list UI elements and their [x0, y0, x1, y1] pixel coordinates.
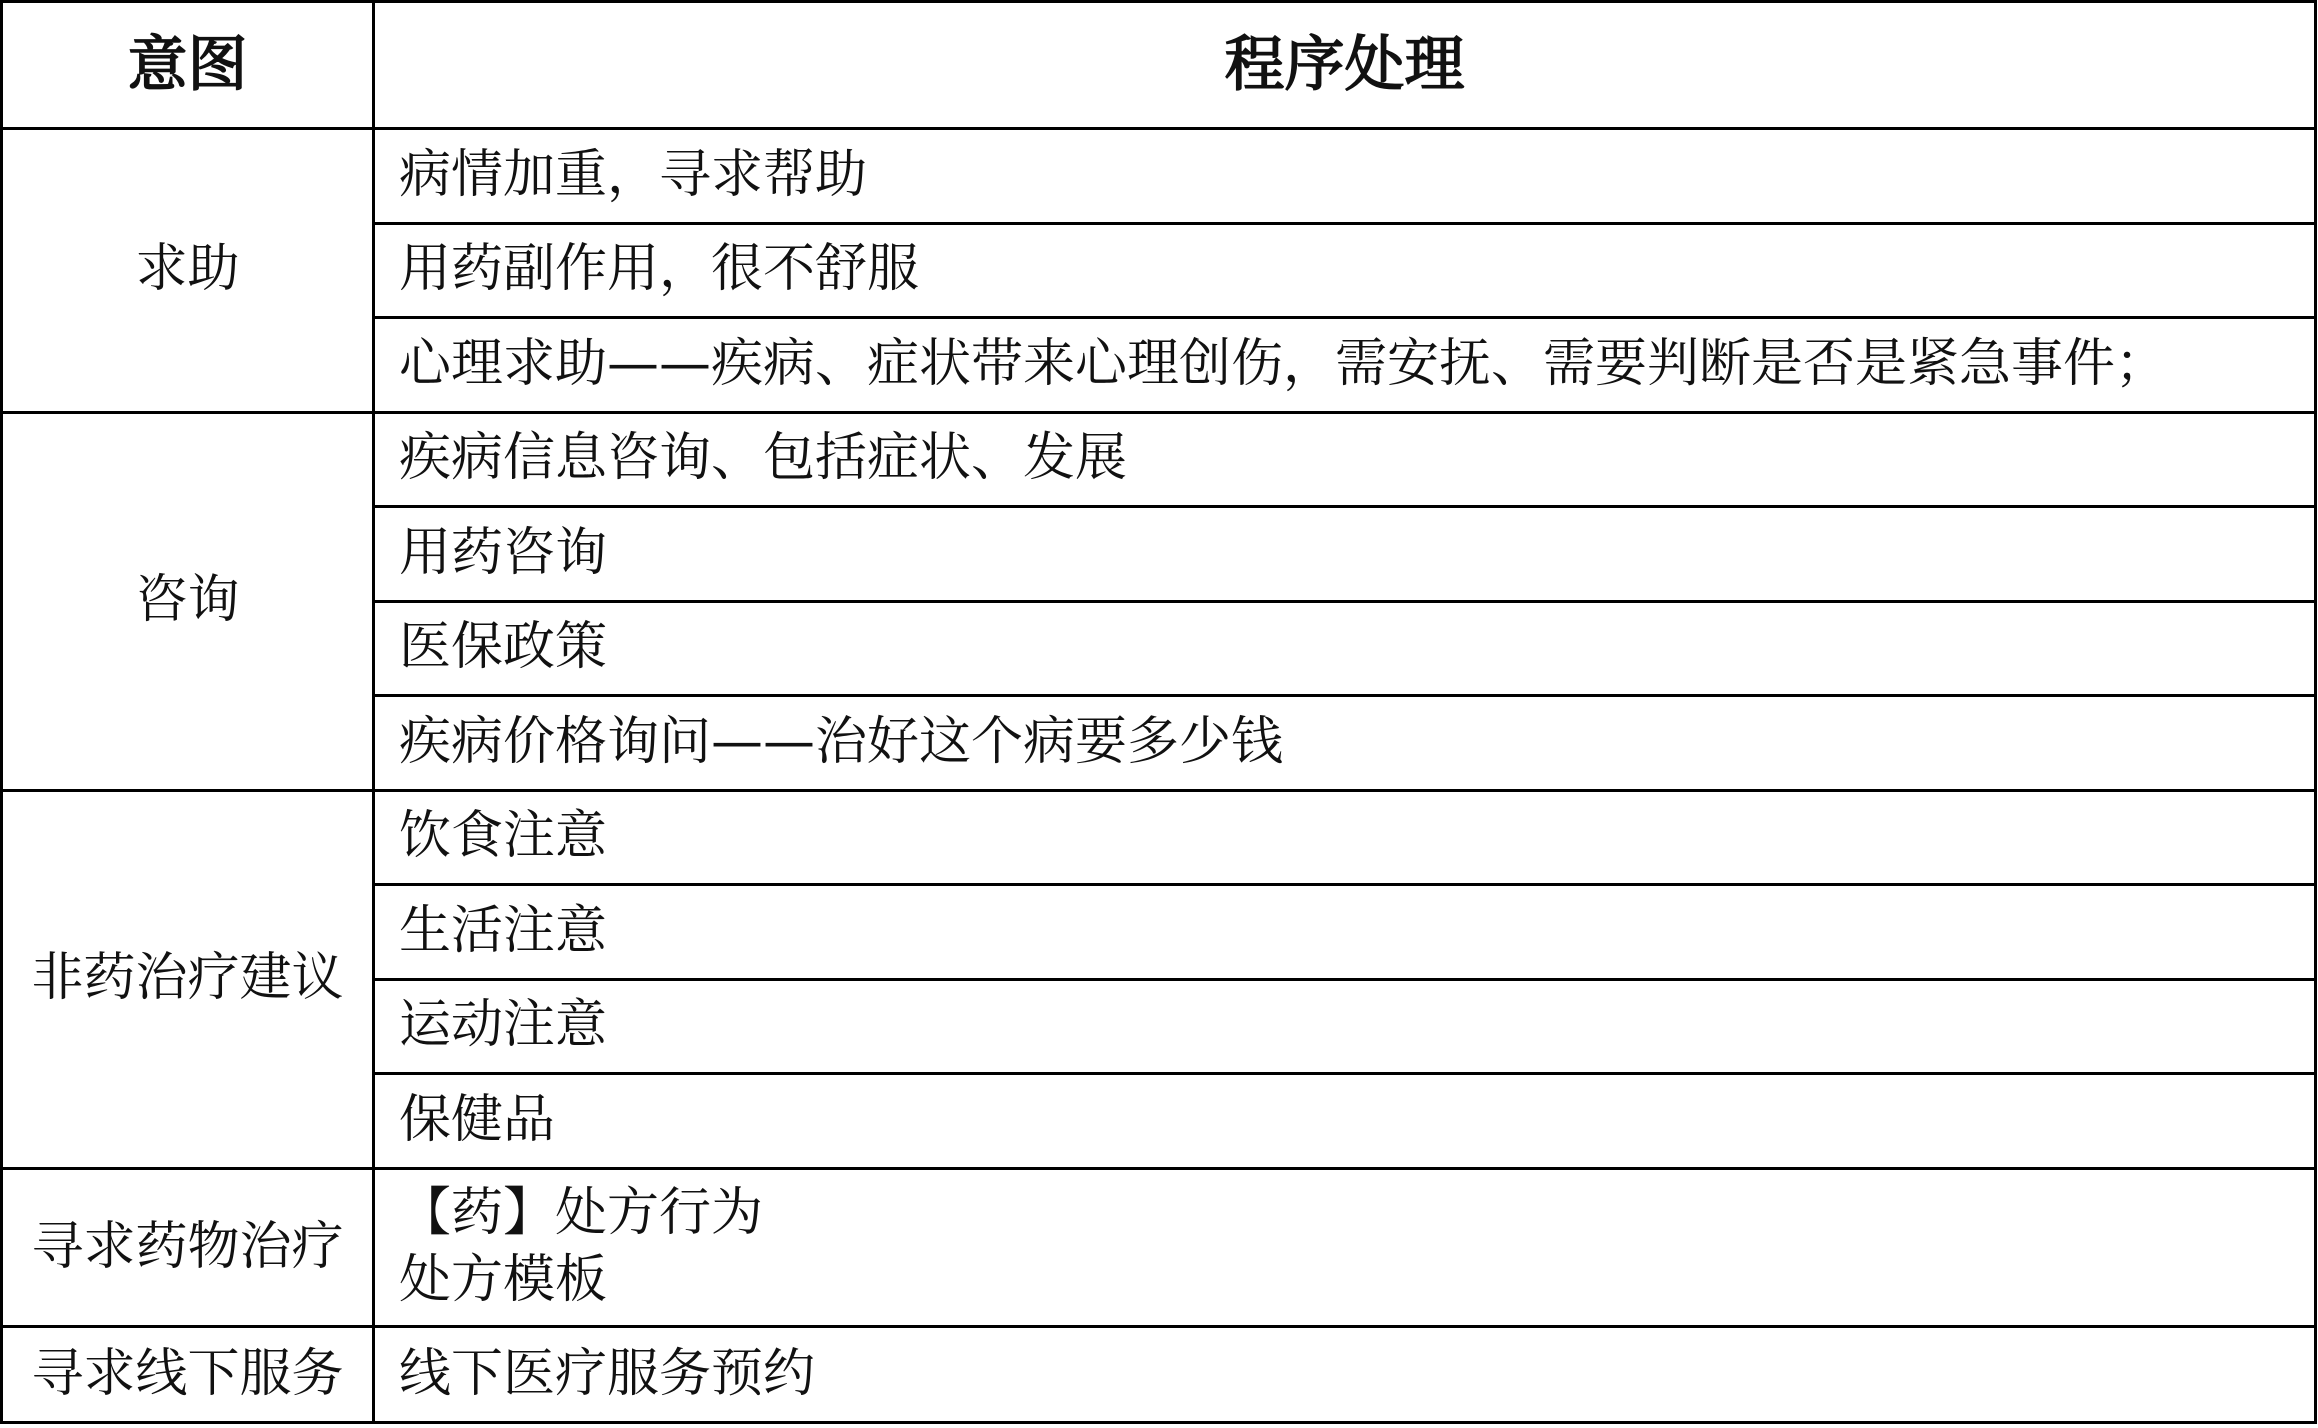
intent-cell-consult: 咨询 — [2, 412, 374, 790]
processing-cell: 疾病信息咨询、包括症状、发展 — [374, 412, 2316, 507]
table-row — [2, 129, 2316, 224]
processing-cell: 生活注意 — [374, 885, 2316, 980]
intent-cell-non-drug-advice: 非药治疗建议 — [2, 790, 374, 1168]
table-row — [2, 790, 2316, 885]
table-row — [2, 1327, 2316, 1423]
processing-cell: 用药咨询 — [374, 507, 2316, 602]
intent-cell-drug-treatment: 寻求药物治疗 — [2, 1168, 374, 1327]
processing-line: 【药】处方行为 — [399, 1182, 764, 1243]
processing-cell: 医保政策 — [374, 601, 2316, 696]
processing-cell: 心理求助——疾病、症状带来心理创伤，需安抚、需要判断是否是紧急事件； — [374, 318, 2316, 413]
intent-cell-offline-service: 寻求线下服务 — [2, 1327, 374, 1423]
header-row — [2, 2, 2316, 129]
processing-cell: 饮食注意 — [374, 790, 2316, 885]
table-row — [2, 412, 2316, 507]
processing-cell: 运动注意 — [374, 979, 2316, 1074]
table-row — [2, 1168, 2316, 1327]
processing-line: 处方模板 — [399, 1250, 608, 1311]
intent-cell-help: 求助 — [2, 129, 374, 413]
processing-cell: 病情加重，寻求帮助 — [374, 129, 2316, 224]
processing-cell: 疾病价格询问——治好这个病要多少钱 — [374, 696, 2316, 791]
header-intent: 意图 — [2, 2, 374, 129]
processing-cell: 用药副作用，很不舒服 — [374, 223, 2316, 318]
header-processing: 程序处理 — [374, 2, 2316, 129]
processing-cell: 线下医疗服务预约 — [374, 1327, 2316, 1423]
processing-cell — [374, 1168, 2316, 1327]
processing-cell: 保健品 — [374, 1074, 2316, 1169]
